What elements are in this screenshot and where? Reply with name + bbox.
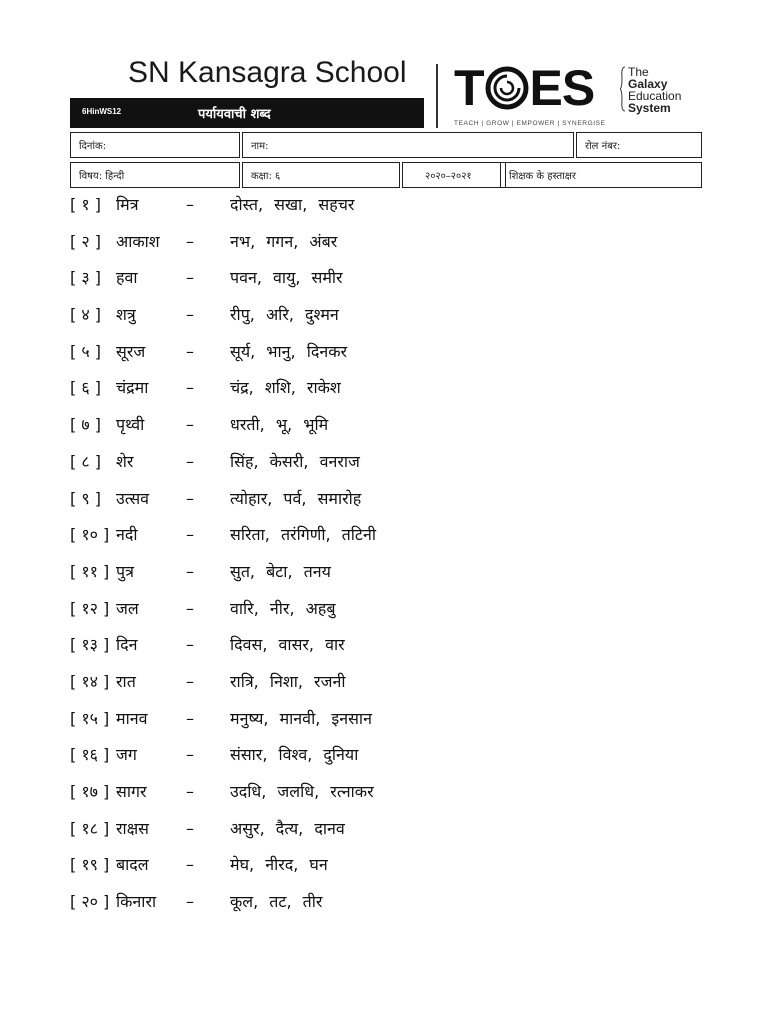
item-number: [ १४ ]: [70, 671, 110, 691]
item-number: [ ६ ]: [70, 378, 101, 398]
item-dash: –: [186, 268, 194, 288]
item-number: [ १८ ]: [70, 818, 110, 838]
school-name: SN Kansagra School: [128, 56, 407, 89]
item-synonyms: चंद्र, शशि, राकेश: [230, 378, 341, 398]
item-synonyms: उदधि, जलधि, रत्नाकर: [230, 782, 374, 801]
item-number: [ ७ ]: [70, 415, 101, 435]
list-item: [70, 708, 710, 745]
class-field: [242, 162, 400, 188]
logo-wordmark: [454, 62, 594, 114]
list-item: [70, 671, 710, 708]
class-label: कक्षा: ६: [251, 171, 281, 182]
item-dash: –: [186, 782, 194, 801]
item-synonyms: असुर, दैत्य, दानव: [230, 818, 345, 838]
list-item: [70, 524, 710, 561]
logo-line-the: The: [628, 65, 649, 79]
item-synonyms: रात्रि, निशा, रजनी: [230, 671, 346, 691]
list-item: [70, 634, 710, 671]
item-word: पृथ्वी: [116, 415, 145, 435]
item-synonyms: मेघ, नीरद, घन: [230, 855, 328, 875]
list-item: [70, 488, 710, 525]
roll-number-field[interactable]: [576, 132, 702, 158]
item-synonyms: मनुष्य, मानवी, इनसान: [230, 708, 372, 728]
date-field[interactable]: [70, 132, 240, 158]
item-word: शत्रु: [116, 305, 136, 325]
logo-line-education: Education: [628, 89, 682, 103]
item-synonyms: सुत, बेटा, तनय: [230, 561, 331, 581]
item-dash: –: [186, 708, 194, 728]
info-grid: [70, 132, 702, 188]
item-dash: –: [186, 892, 194, 912]
item-dash: –: [186, 231, 194, 251]
brace-icon: [620, 66, 626, 112]
signature-label: शिक्षक के हस्ताक्षर: [509, 171, 577, 182]
item-dash: –: [186, 671, 194, 691]
list-item: [70, 744, 710, 781]
item-synonyms: संसार, विश्व, दुनिया: [230, 745, 359, 765]
item-synonyms: नभ, गगन, अंबर: [230, 231, 338, 251]
item-word: जग: [116, 745, 137, 765]
document-code: 6HinWS12: [82, 107, 122, 116]
list-item: [70, 891, 710, 928]
logo-tagline: TEACH | GROW | EMPOWER | SYNERGISE: [454, 120, 606, 127]
item-dash: –: [186, 378, 194, 398]
list-item: [70, 598, 710, 635]
item-synonyms: कूल, तट, तीर: [230, 892, 323, 912]
item-synonyms: दिवस, वासर, वार: [230, 635, 345, 655]
item-word: दिन: [116, 635, 138, 655]
item-word: उत्सव: [116, 488, 150, 508]
list-item: [70, 377, 710, 414]
item-dash: –: [186, 561, 194, 581]
item-word: मानव: [116, 708, 148, 728]
item-word: जल: [116, 598, 139, 618]
logo-letters-es: ES: [529, 60, 595, 116]
item-word: हवा: [116, 268, 138, 288]
item-number: [ १२ ]: [70, 598, 110, 618]
item-word: बादल: [116, 855, 149, 875]
list-item: [70, 304, 710, 341]
subject-field: [70, 162, 240, 188]
item-dash: –: [186, 525, 194, 545]
item-word: मित्र: [116, 195, 139, 214]
item-word: किनारा: [116, 892, 157, 912]
item-word: नदी: [116, 525, 138, 545]
list-item: [70, 451, 710, 488]
list-item: [70, 194, 710, 231]
year-field: [402, 162, 506, 188]
item-word: पुत्र: [116, 561, 134, 581]
item-number: [ १७ ]: [70, 782, 110, 801]
item-synonyms: सिंह, केसरी, वनराज: [230, 451, 360, 471]
item-dash: –: [186, 451, 194, 471]
item-word: रात: [116, 671, 136, 691]
synonym-list: [70, 194, 710, 928]
logo-line-galaxy: Galaxy: [628, 77, 668, 91]
item-number: [ १ ]: [70, 195, 101, 214]
year-label: २०२०–२०२१: [425, 171, 472, 182]
name-label: नाम:: [251, 141, 269, 152]
item-number: [ १३ ]: [70, 635, 110, 655]
tges-logo: [450, 62, 710, 134]
date-label: दिनांक:: [79, 141, 107, 152]
item-dash: –: [186, 305, 194, 325]
item-synonyms: वारि, नीर, अहबु: [230, 598, 336, 618]
item-dash: –: [186, 415, 194, 435]
item-number: [ १६ ]: [70, 745, 110, 765]
list-item: [70, 267, 710, 304]
item-number: [ ८ ]: [70, 451, 101, 471]
item-synonyms: सरिता, तरंगिणी, तटिनी: [230, 525, 376, 545]
item-number: [ १० ]: [70, 525, 110, 545]
item-number: [ ३ ]: [70, 268, 101, 288]
item-dash: –: [186, 488, 194, 508]
galaxy-swirl-icon: [484, 66, 530, 110]
list-item: [70, 231, 710, 268]
teacher-signature-field[interactable]: [500, 162, 702, 188]
roll-label: रोल नंबर:: [585, 141, 621, 152]
item-dash: –: [186, 341, 194, 361]
item-dash: –: [186, 635, 194, 655]
title-bar: [70, 98, 424, 128]
item-number: [ ९ ]: [70, 488, 101, 508]
item-word: शेर: [116, 451, 134, 471]
list-item: [70, 561, 710, 598]
item-word: चंद्रमा: [116, 378, 149, 398]
item-number: [ ४ ]: [70, 305, 101, 325]
item-number: [ २० ]: [70, 892, 110, 912]
item-synonyms: त्योहार, पर्व, समारोह: [230, 488, 362, 508]
item-dash: –: [186, 598, 194, 618]
name-field[interactable]: [242, 132, 574, 158]
item-word: सूरज: [116, 341, 146, 361]
item-number: [ १९ ]: [70, 855, 110, 875]
logo-line-system: System: [628, 101, 671, 115]
item-synonyms: पवन, वायु, समीर: [230, 268, 343, 288]
item-synonyms: रीपु, अरि, दुश्मन: [230, 305, 339, 325]
item-word: राक्षस: [116, 818, 149, 838]
item-number: [ १५ ]: [70, 708, 110, 728]
document-title: पर्यायवाची शब्द: [198, 107, 271, 122]
item-number: [ ५ ]: [70, 341, 101, 361]
item-synonyms: दोस्त, सखा, सहचर: [230, 195, 355, 214]
logo-letter-t: T: [454, 60, 484, 116]
item-dash: –: [186, 745, 194, 765]
item-number: [ २ ]: [70, 231, 101, 251]
item-dash: –: [186, 818, 194, 838]
item-number: [ ११ ]: [70, 561, 110, 581]
header-divider: [436, 64, 438, 128]
item-dash: –: [186, 855, 194, 875]
list-item: [70, 414, 710, 451]
item-synonyms: सूर्य, भानु, दिनकर: [230, 341, 348, 361]
item-synonyms: धरती, भू, भूमि: [230, 415, 329, 435]
logo-system-text: [628, 66, 681, 114]
list-item: [70, 854, 710, 891]
list-item: [70, 341, 710, 378]
list-item: [70, 781, 710, 818]
subject-label: विषय: हिन्दी: [79, 171, 125, 182]
item-word: सागर: [116, 782, 147, 801]
item-dash: –: [186, 195, 194, 214]
list-item: [70, 818, 710, 855]
item-word: आकाश: [116, 231, 160, 251]
